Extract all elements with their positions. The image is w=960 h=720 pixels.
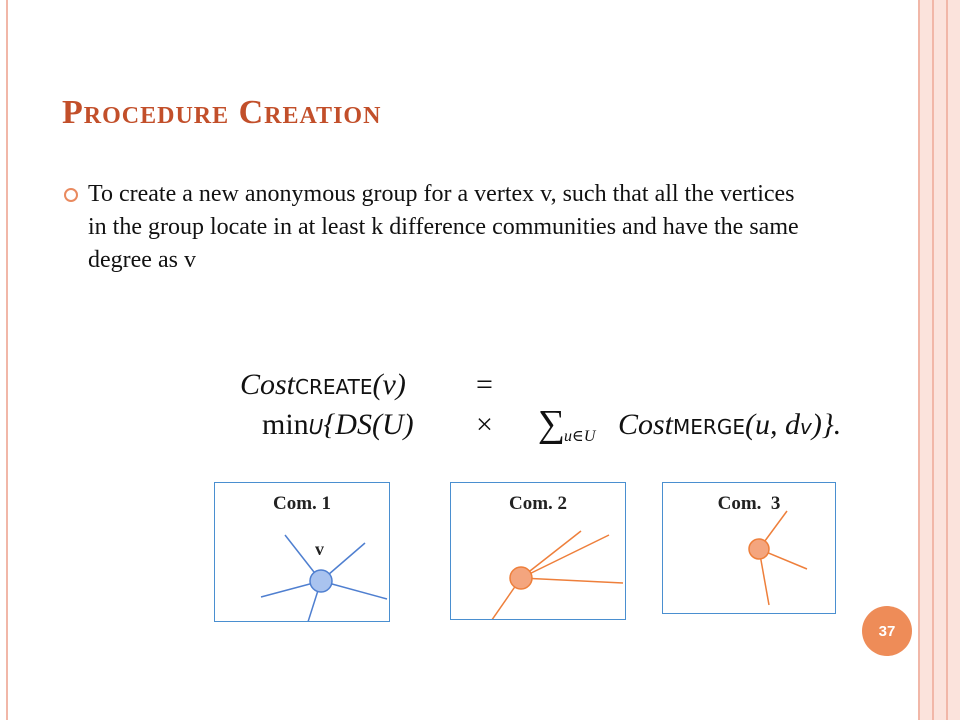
formula-sum-subscript: u∈U — [564, 428, 596, 445]
frame-right-line — [946, 0, 948, 720]
formula-rhs-subscript: MERGE — [673, 415, 745, 439]
edge — [521, 578, 623, 583]
vertex-node — [310, 570, 332, 592]
vertex-node — [749, 539, 769, 559]
community-box-1 — [214, 482, 390, 622]
formula-rhs-argument: (u, d — [744, 408, 800, 441]
formula-times: × — [476, 408, 493, 441]
slide-title: Procedure Creation — [62, 94, 382, 131]
frame-right-line — [918, 0, 920, 720]
formula-min-argument: {DS(U) — [323, 408, 414, 441]
formula-equals: = — [476, 368, 493, 401]
formula-line-1 — [240, 368, 493, 402]
cost-create-formula — [240, 368, 900, 458]
formula-min-subscript: U — [308, 415, 324, 439]
community-box-2 — [450, 482, 626, 620]
vertex-label: v — [315, 539, 324, 559]
page-number-badge: 37 — [862, 606, 912, 656]
community-graph — [215, 483, 389, 621]
bullet-text: To create a new anonymous group for a vertex v, such that all the vertices in the group locate in at least k difference communities and have the same degree as v — [88, 181, 799, 273]
bullet-icon — [64, 188, 78, 202]
formula-rhs-arg-subscript: v — [799, 415, 812, 439]
community-box-3 — [662, 482, 836, 614]
edge — [521, 535, 609, 578]
frame-right-line — [932, 0, 934, 720]
frame-right-band — [918, 0, 960, 720]
community-label: Com. 1 — [272, 493, 332, 514]
community-graph — [663, 483, 835, 613]
community-label: Com. 3 — [717, 493, 781, 514]
formula-rhs-close: )}. — [811, 408, 842, 441]
formula-sum: ∑ — [538, 403, 566, 445]
formula-argument: (v) — [372, 368, 406, 401]
formula-rhs — [618, 408, 841, 442]
formula-cost: Cost — [240, 368, 296, 401]
community-graph — [451, 483, 625, 619]
formula-rhs-cost: Cost — [618, 408, 674, 441]
formula-min: min — [262, 408, 309, 441]
formula-subscript: CREATE — [295, 375, 373, 399]
community-label: Com. 2 — [508, 493, 568, 514]
vertex-node — [510, 567, 532, 589]
formula-line-2 — [262, 403, 842, 445]
frame-left-line — [6, 0, 8, 720]
